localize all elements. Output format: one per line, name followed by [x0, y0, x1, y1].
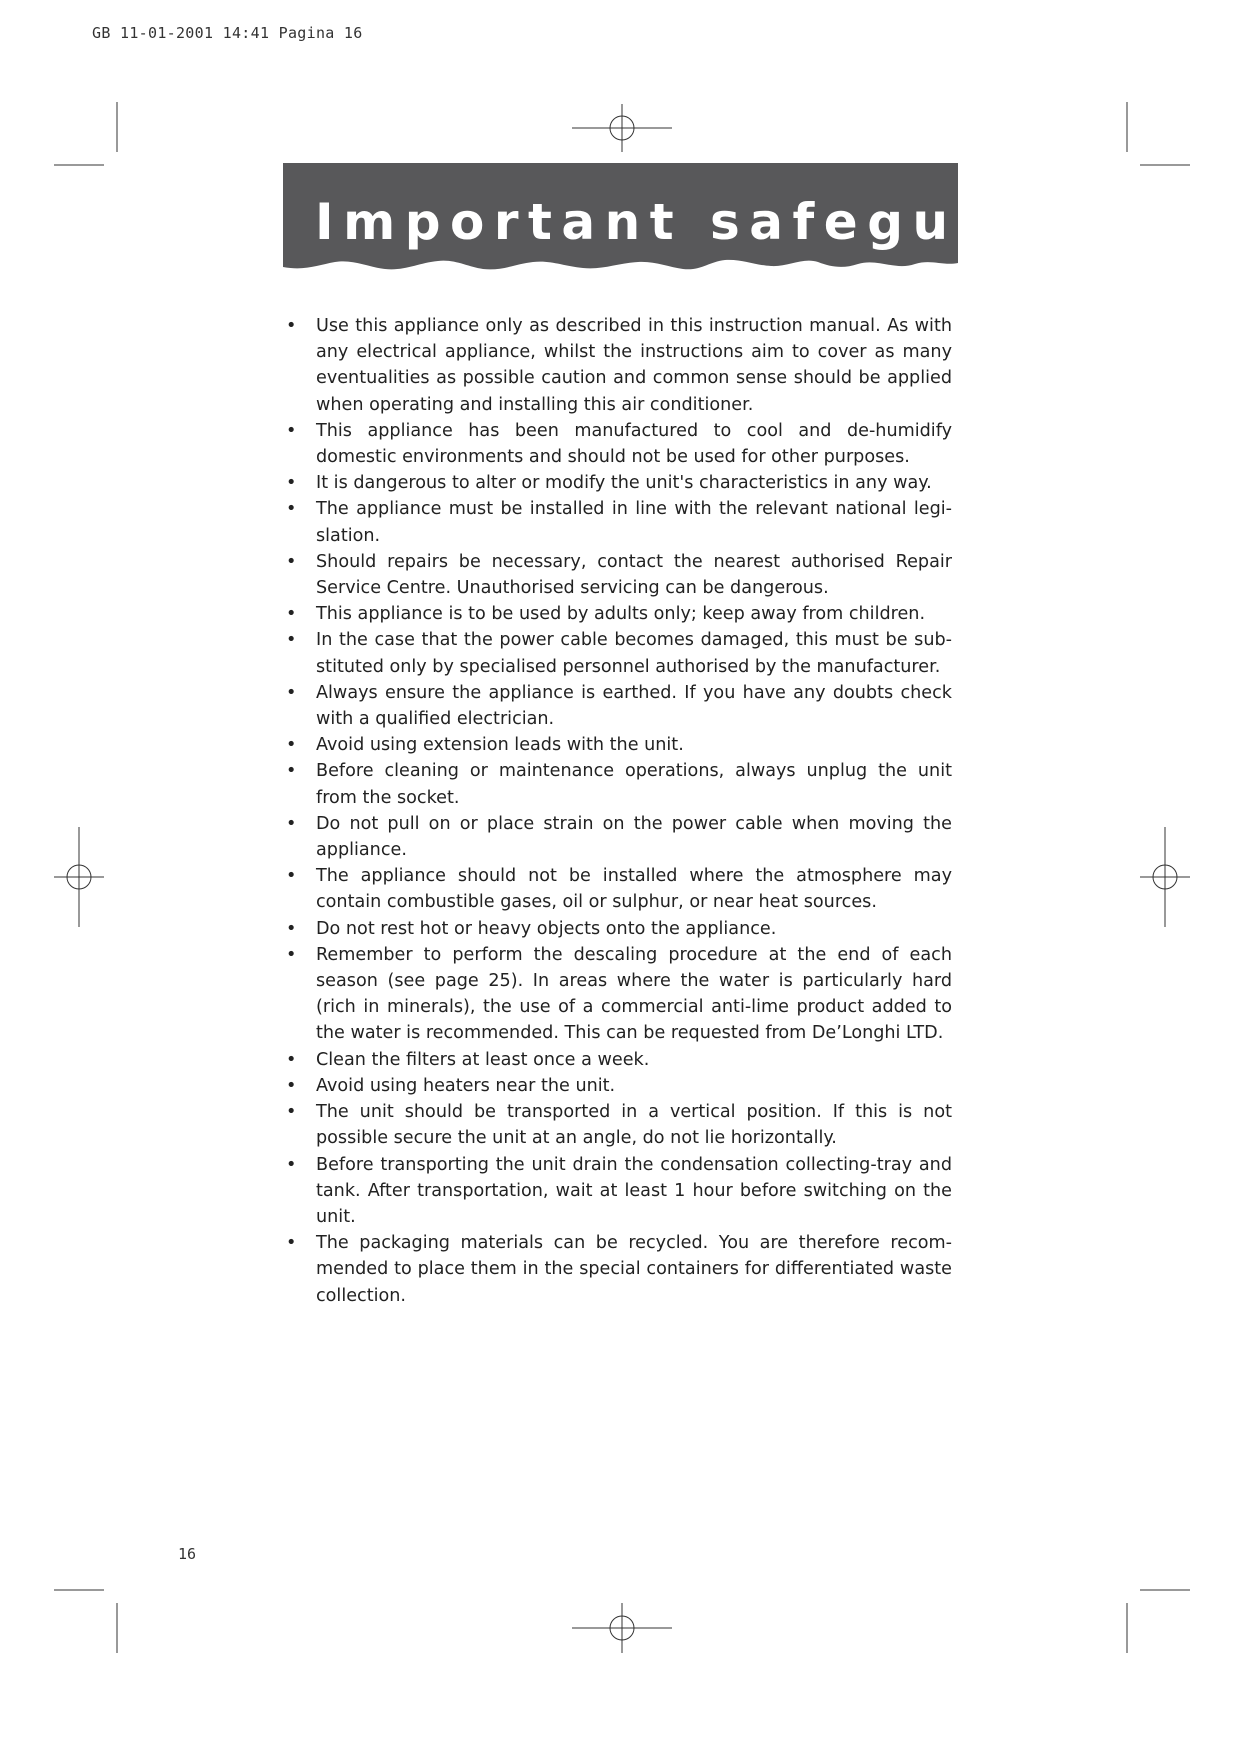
bullet-icon: •	[286, 316, 297, 336]
list-item	[286, 1152, 952, 1231]
bullet-icon: •	[286, 499, 297, 520]
list-item-text: Before cleaning or maintenance operations, always unplug the unit from the socket.	[316, 761, 952, 808]
list-item-text: Should repairs be necessary, contact the nearest authorised Repair Service Centre. Unauthorised servicing can be dangerous.	[316, 551, 952, 599]
list-item-text: Avoid using heaters near the unit.	[316, 1075, 616, 1096]
bullet-icon: •	[286, 682, 297, 703]
list-item	[286, 496, 952, 548]
list-item	[286, 1230, 952, 1309]
bullet-icon: •	[286, 604, 297, 625]
list-item-text: Do not pull on or place strain on the power cable when moving the appliance.	[316, 813, 952, 861]
registration-mark-right	[1140, 827, 1190, 927]
list-item-text: The appliance must be installed in line with the relevant national legi-slation.	[316, 499, 952, 546]
list-item-text: Before transporting the unit drain the condensation collecting-tray and tank. After transportation, wait at least 1 hour before switching on the unit.	[316, 1154, 952, 1227]
list-item	[286, 1073, 952, 1099]
bullet-icon: •	[286, 1049, 297, 1070]
list-item-text: This appliance has been manufactured to cool and de-humidify domestic environments and should not be used for other purposes.	[316, 420, 952, 468]
bullet-icon: •	[286, 866, 297, 887]
registration-mark-bottom	[572, 1603, 672, 1653]
bullet-icon: •	[286, 761, 297, 782]
list-item-text: In the case that the power cable becomes damaged, this must be sub-stituted only by specialised personnel authorised by the manufacturer.	[316, 630, 952, 677]
list-item	[286, 732, 952, 758]
print-slug: GB 11-01-2001 14:41 Pagina 16	[92, 24, 363, 42]
list-item-text: The unit should be transported in a vertical position. If this is not possible secure the unit at an angle, do not lie horizontally.	[316, 1102, 952, 1149]
list-item	[286, 627, 952, 679]
list-item	[286, 863, 952, 915]
bullet-icon: •	[286, 735, 297, 756]
bullet-icon: •	[286, 1075, 297, 1096]
list-item	[286, 916, 952, 942]
bullet-icon: •	[286, 813, 297, 834]
bullet-icon: •	[286, 420, 297, 441]
list-item	[286, 942, 952, 1047]
registration-mark-top	[572, 104, 672, 152]
list-item-text: Avoid using extension leads with the unit.	[316, 735, 684, 756]
bullet-icon: •	[286, 1102, 297, 1123]
bullet-icon: •	[286, 1154, 297, 1175]
page-number: 16	[178, 1545, 197, 1563]
list-item-text: The packaging materials can be recycled. You are therefore recom-mended to place them in the special containers for differentiated waste collection.	[316, 1233, 952, 1306]
bullet-icon: •	[286, 473, 297, 494]
bullet-icon: •	[286, 918, 297, 939]
page-title: Important safeguards	[315, 193, 1120, 251]
list-item	[286, 601, 952, 627]
list-item-text: Always ensure the appliance is earthed. If you have any doubts check with a qualified electrician.	[316, 682, 952, 730]
list-item-text: Clean the filters at least once a week.	[316, 1049, 650, 1070]
title-banner	[283, 163, 1120, 281]
list-item-text: Do not rest hot or heavy objects onto the appliance.	[316, 918, 777, 939]
bullet-icon: •	[286, 1233, 297, 1254]
list-item-text: Remember to perform the descaling procedure at the end of each season (see page 25). In areas where the water is particularly hard (rich in minerals), the use of a commercial anti-lime product added to the water is recommended. This can be requested from De’Longhi LTD.	[316, 944, 952, 1044]
list-item	[286, 1099, 952, 1151]
list-item	[286, 549, 952, 601]
list-item	[286, 418, 952, 470]
list-item	[286, 470, 952, 496]
safeguards-list	[286, 313, 952, 1309]
list-item-text: The appliance should not be installed where the atmosphere may contain combustible gases, oil or sulphur, or near heat sources.	[316, 866, 952, 913]
list-item	[286, 811, 952, 863]
list-item-text: This appliance is to be used by adults only; keep away from children.	[316, 604, 926, 625]
bullet-icon: •	[286, 944, 297, 965]
list-item-text: Use this appliance only as described in this instruction manual. As with any electrical appliance, whilst the instructions aim to cover as many eventualities as possible caution and common sense should be applied when operating and installing this air conditioner.	[316, 316, 952, 415]
bullet-icon: •	[286, 551, 297, 572]
list-item	[286, 313, 952, 418]
list-item	[286, 680, 952, 732]
list-item	[286, 758, 952, 810]
list-item-text: It is dangerous to alter or modify the unit's characteristics in any way.	[316, 473, 932, 494]
registration-mark-left	[54, 827, 104, 927]
list-item	[286, 1047, 952, 1073]
bullet-icon: •	[286, 630, 297, 651]
